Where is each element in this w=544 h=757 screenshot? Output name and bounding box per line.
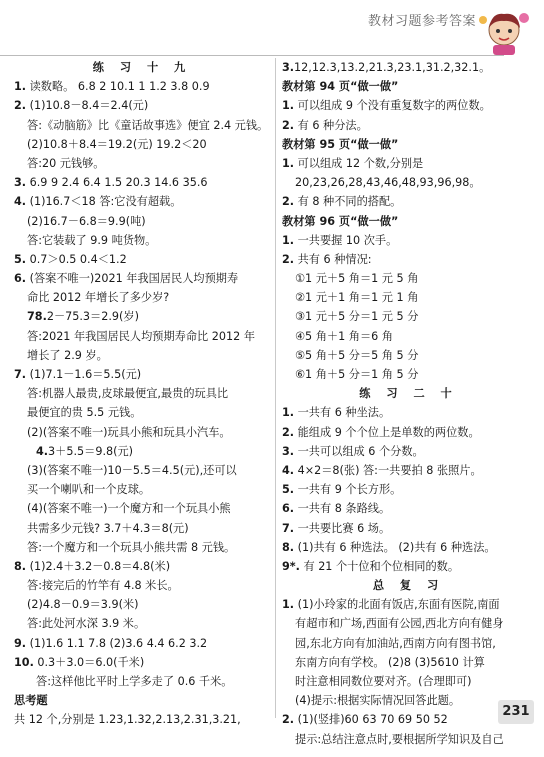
text-line: 答:《动脑筋》比《童话故事选》便宜 2.4 元钱。	[27, 118, 269, 132]
text-line: 1. 可以组成 12 个数,分别是	[282, 156, 424, 170]
text-line: 东南方向有学校。 (2)8 (3)5610 计算	[295, 655, 485, 669]
text-line: 答:机器人最贵,皮球最便宜,最贵的玩具比	[27, 387, 229, 401]
text-line: 答:2021 年我国居民人均预期寿命比 2012 年	[27, 329, 256, 343]
text-line: 买一个喇叭和一个皮球。	[27, 483, 151, 497]
text-line: 3. 一共可以组成 6 个分数。	[282, 444, 424, 458]
text-line: 1. (1)小玲家的北面有饭店,东面有医院,南面	[282, 598, 500, 612]
subsection-heading: 思考题	[14, 694, 48, 708]
left-column	[14, 58, 270, 730]
text-line: 最便宜的贵 5.5 元钱。	[27, 406, 142, 420]
right-column	[282, 58, 535, 749]
text-line: 1. 读数略。 6.8 2 10.1 1 1.2 3.8 0.9	[14, 80, 210, 94]
text-line: (4)提示:根据实际情况回答此题。	[295, 694, 461, 708]
text-line: (2)4.8－0.9＝3.9(米)	[27, 598, 139, 612]
text-line: 1. 可以组成 9 个没有重复数字的两位数。	[282, 99, 491, 113]
text-line: 2. 能组成 9 个个位上是单数的两位数。	[282, 425, 480, 439]
text-line: 1. 一共有 6 种坐法。	[282, 406, 391, 420]
text-line: 答:一个魔方和一个玩具小熊共需 8 元钱。	[27, 540, 236, 554]
text-line: (3)(答案不唯一)10－5.5＝4.5(元),还可以	[27, 463, 237, 477]
text-line: 2. (1)10.8－8.4＝2.4(元)	[14, 99, 149, 113]
subsection-heading: 教材第 94 页“做一做”	[282, 80, 399, 94]
subsection-heading: 教材第 96 页“做一做”	[282, 214, 399, 228]
text-line: ①1 元＋5 角＝1 元 5 角	[295, 272, 419, 286]
text-line: 7. (1)7.1－1.6＝5.5(元)	[14, 368, 142, 381]
text-line: 5. 一共有 9 个长方形。	[282, 483, 402, 497]
text-line: 答:20 元钱够。	[27, 156, 105, 170]
text-line: 7. 一共要比赛 6 场。	[282, 521, 391, 535]
text-line: (4)(答案不唯一)一个魔方和一个玩具小熊	[27, 502, 231, 516]
text-line: 3.12,12.3,13.2,21.3,23.1,31.2,32.1。	[282, 61, 491, 74]
text-line: 6. (答案不唯一)2021 年我国居民人均预期寿	[14, 272, 239, 286]
text-line: 10. 0.3＋3.0＝6.0(千米)	[14, 655, 145, 669]
text-line: 78.2－75.3＝2.9(岁)	[27, 310, 139, 324]
text-line: 9. (1)1.6 1.1 7.8 (2)3.6 4.4 6.2 3.2	[14, 636, 208, 650]
section-heading: 练 习 二 十	[359, 387, 458, 401]
text-line: (2)16.7－6.8＝9.9(吨)	[27, 214, 146, 228]
text-line: 1. 一共要握 10 次手。	[282, 233, 398, 247]
text-line: 有超市和广场,西面有公园,西北方向有健身	[295, 617, 504, 631]
text-line: ④5 角＋1 角＝6 角	[295, 329, 393, 343]
text-line: 2. 有 8 种不同的搭配。	[282, 195, 402, 209]
text-line: 共 12 个,分别是 1.23,1.32,2.13,2.31,3.21,	[14, 713, 241, 727]
text-line: (2)10.8＋8.4＝19.2(元) 19.2＜20	[27, 137, 207, 151]
text-line: 答:它装载了 9.9 吨货物。	[27, 233, 157, 247]
mascot-illustration	[474, 8, 534, 56]
subsection-heading: 教材第 95 页“做一做”	[282, 137, 399, 151]
text-line: 提示:总结注意点时,要根据所学知识及自己	[295, 732, 504, 746]
column-divider	[275, 58, 276, 718]
text-line: 8. (1)2.4＋3.2－0.8＝4.8(米)	[14, 559, 171, 573]
section-heading: 总 复 习	[372, 579, 445, 593]
text-line: 4.3＋5.5＝9.8(元)	[36, 444, 134, 458]
text-line: 2. 共有 6 种情况:	[282, 252, 372, 266]
text-line: 园,东北方向有加油站,西南方向有图书馆,	[295, 636, 496, 650]
text-line: 命比 2012 年增长了多少岁?	[27, 291, 170, 305]
text-line: 增长了 2.9 岁。	[27, 348, 108, 362]
text-line: 20,23,26,28,43,46,48,93,96,98。	[295, 176, 481, 190]
text-line: 时注意相同数位要对齐。(合理即可)	[295, 675, 472, 688]
text-line: 8. (1)共有 6 种选法。 (2)共有 6 种选法。	[282, 540, 496, 554]
text-line: 答:接完后的竹竿有 4.8 米长。	[27, 579, 179, 593]
header-title: 教材习题参考答案	[367, 14, 476, 29]
section-heading: 练 习 十 九	[92, 61, 192, 74]
text-line: 4. (1)16.7＜18 答:它没有超载。	[14, 195, 182, 209]
text-line: 3. 6.9 9 2.4 6.4 1.5 20.3 14.6 35.6	[14, 176, 208, 190]
text-line: 共需多少元钱? 3.7＋4.3＝8(元)	[27, 521, 189, 535]
text-line: 答:此处河水深 3.9 米。	[27, 617, 146, 631]
text-line: ③1 元＋5 分＝1 元 5 分	[295, 310, 419, 324]
text-line: 6. 一共有 8 条路线。	[282, 502, 391, 516]
text-line: (2)(答案不唯一)玩具小熊和玩具小汽车。	[27, 425, 231, 439]
text-line: 9*. 有 21 个十位和个位相同的数。	[282, 559, 460, 573]
text-line: 2. 有 6 种分法。	[282, 118, 368, 132]
text-line: ②1 元＋1 角＝1 元 1 角	[295, 291, 419, 305]
text-line: ⑤5 角＋5 分＝5 角 5 分	[295, 348, 419, 362]
text-line: 5. 0.7＞0.5 0.4＜1.2	[14, 252, 127, 266]
text-line: 答:这样他比平时上学多走了 0.6 千米。	[36, 675, 233, 688]
text-line: 4. 4×2＝8(张) 答:一共要拍 8 张照片。	[282, 463, 482, 477]
page-number: 231	[498, 700, 534, 724]
text-line: ⑥1 角＋5 分＝1 角 5 分	[295, 368, 419, 381]
text-line: 2. (1)(竖排)60 63 70 69 50 52	[282, 713, 448, 727]
header-rule	[0, 55, 504, 56]
